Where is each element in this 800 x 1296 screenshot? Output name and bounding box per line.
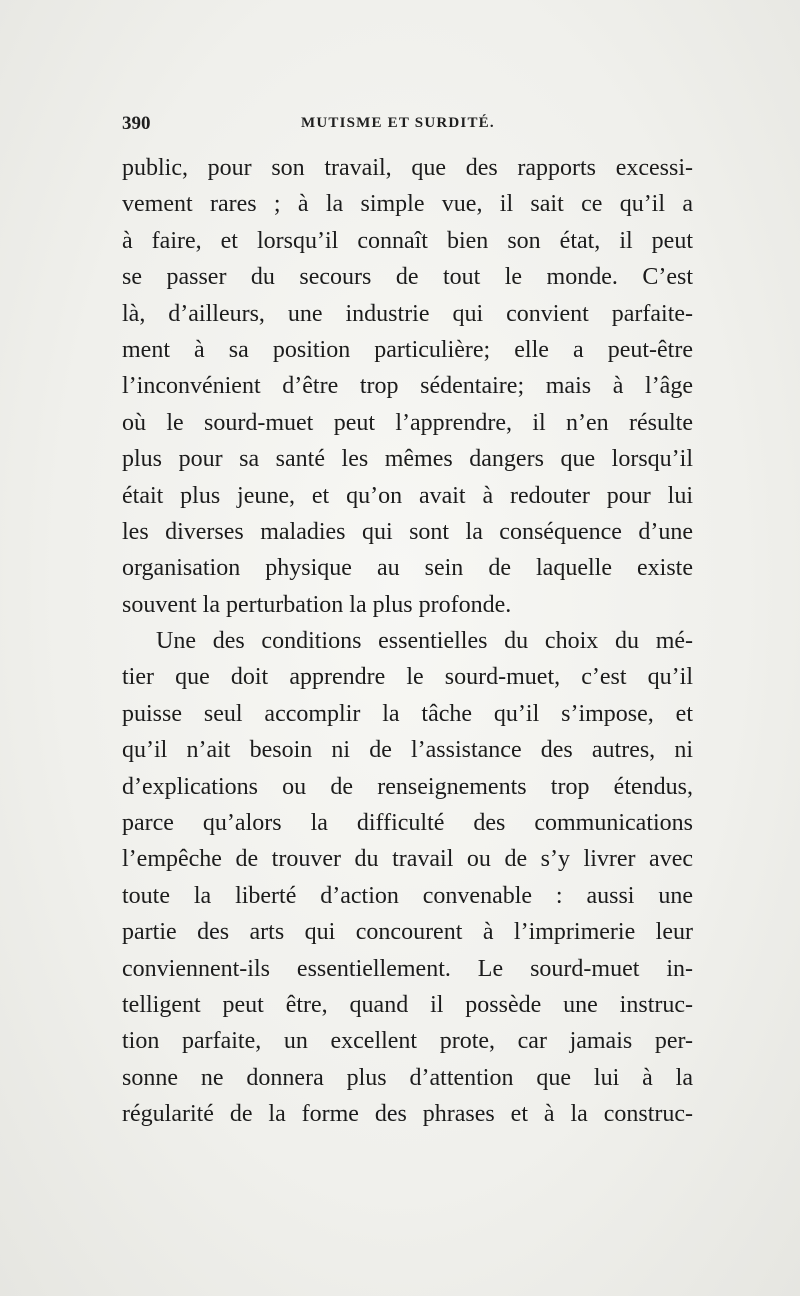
text-line: conviennent-ils essentiellement. Le sourd-muet in-: [122, 955, 693, 982]
text-line: souvent la perturbation la plus profonde.: [122, 591, 512, 618]
text-line: là, d’ailleurs, une industrie qui convient parfaite-: [122, 300, 693, 327]
paragraph-1: [122, 150, 693, 623]
text-line: organisation physique au sein de laquelle existe: [122, 555, 693, 582]
page-header: [122, 113, 517, 143]
text-line: où le sourd-muet peut l’apprendre, il n’en résulte: [122, 409, 693, 436]
text-line: se passer du secours de tout le monde. C’est: [122, 264, 693, 291]
text-line: qu’il n’ait besoin ni de l’assistance des autres, ni: [122, 737, 693, 764]
text-line: parce qu’alors la difficulté des communications: [122, 810, 693, 837]
text-line: puisse seul accomplir la tâche qu’il s’impose, et: [122, 700, 693, 727]
text-line: plus pour sa santé les mêmes dangers que lorsqu’il: [122, 446, 693, 473]
text-line: était plus jeune, et qu’on avait à redouter pour lui: [122, 482, 693, 509]
text-line: toute la liberté d’action convenable : aussi une: [122, 882, 693, 909]
text-line: ment à sa position particulière; elle a peut-être: [122, 336, 693, 363]
body-text: [122, 150, 693, 1133]
text-line: vement rares ; à la simple vue, il sait ce qu’il a: [122, 191, 693, 218]
text-line: sonne ne donnera plus d’attention que lui à la: [122, 1064, 693, 1091]
text-line: tier que doit apprendre le sourd-muet, c’est qu’il: [122, 664, 693, 691]
page-number: 390: [122, 113, 151, 134]
text-line: partie des arts qui concourent à l’imprimerie leur: [122, 919, 693, 946]
text-line: les diverses maladies qui sont la conséquence d’une: [122, 518, 693, 545]
paragraph-2: [122, 623, 693, 1132]
running-title: MUTISME ET SURDITÉ.: [301, 115, 495, 131]
text-line: d’explications ou de renseignements trop étendus,: [122, 773, 693, 800]
text-line: l’empêche de trouver du travail ou de s’y livrer avec: [122, 846, 693, 873]
text-line: Une des conditions essentielles du choix du mé-: [156, 628, 693, 655]
text-line: public, pour son travail, que des rapports excessi-: [122, 155, 693, 181]
text-line: à faire, et lorsqu’il connaît bien son état, il peut: [122, 227, 693, 254]
text-line: l’inconvénient d’être trop sédentaire; mais à l’âge: [122, 373, 693, 400]
text-line: tion parfaite, un excellent prote, car jamais per-: [122, 1028, 693, 1055]
text-line: telligent peut être, quand il possède une instruc-: [122, 991, 693, 1018]
text-line: régularité de la forme des phrases et à la construc-: [122, 1101, 693, 1128]
